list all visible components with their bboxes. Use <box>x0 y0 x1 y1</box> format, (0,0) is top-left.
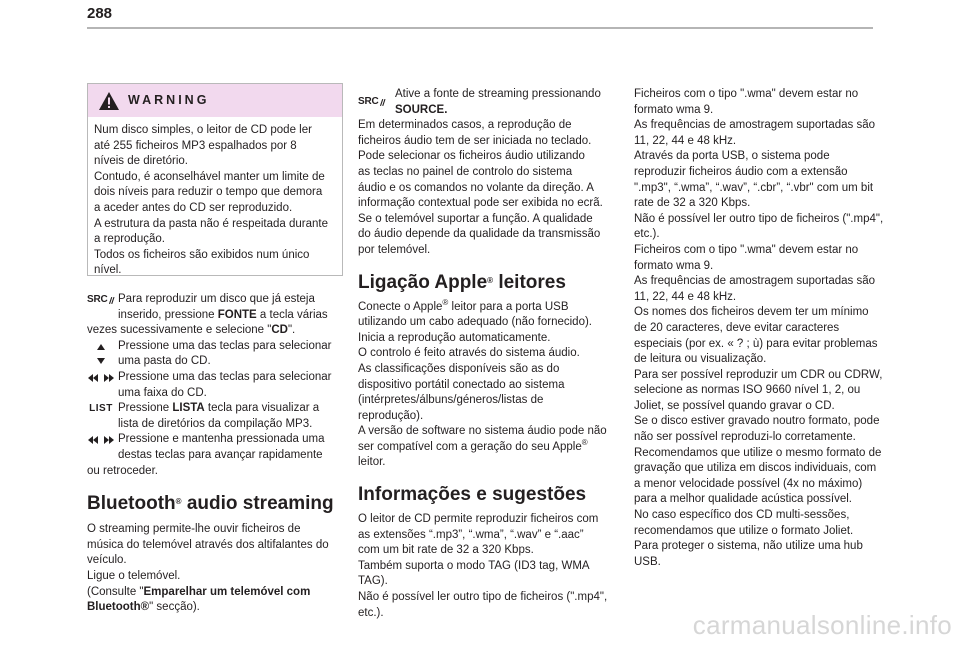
format-line: selecione as normas ISO 9660 nível 1, 2, ou <box>634 384 861 397</box>
apple-line: O controlo é feito através do sistema áudio. <box>358 347 580 360</box>
streaming-line: do áudio depende da qualidade da transmissão <box>358 228 601 241</box>
apple-line: ser compatível com a geração do seu Apple® <box>358 437 588 453</box>
format-line: rate de 32 a 320 Kbps. <box>634 197 751 210</box>
apple-line: dispositivo portátil conectado ao sistema <box>358 378 565 391</box>
page-number: 288 <box>87 5 113 22</box>
bluetooth-line: (Consulte "Emparelhar um telemóvel com <box>87 585 311 598</box>
apple-line: Conecte o Apple® leitor para a porta USB <box>358 297 569 313</box>
streaming-line: as teclas no painel de controlo do sistema <box>358 165 573 178</box>
list-line: Pressione LISTA tecla para visualizar a <box>118 402 320 415</box>
format-line: Se o disco estiver gravado noutro formato, pode <box>634 415 880 428</box>
seek-arrows-icon <box>87 371 115 385</box>
track-select-line: uma faixa do CD. <box>118 386 207 399</box>
format-line: ".mp3", “.wma”, “.wav”, “.cbr”, “.vbr" com um bit <box>634 181 874 194</box>
format-line: gravação que utiliza em discos individuais, com <box>634 462 877 475</box>
streaming-source-line: Ative a fonte de streaming pressionando <box>395 88 601 100</box>
streaming-line: informação contextual pode ser exibida no ecrã. <box>358 197 603 210</box>
streaming-line: por telemóvel. <box>358 243 431 256</box>
streaming-line: Se o telemóvel suportar a função. A qualidade <box>358 212 593 225</box>
format-line: 11, 22, 44 e 48 kHz. <box>634 134 737 147</box>
format-line: Não é possível ler outro tipo de ficheiros (".mp4", <box>634 212 884 225</box>
warning-body <box>94 123 334 279</box>
format-line: recomendamos que utilize o formato Joliet. <box>634 524 854 537</box>
format-line: para a melhor qualidade acústica possível. <box>634 493 852 506</box>
list-icon <box>87 402 115 416</box>
streaming-line: Em determinados casos, a reprodução de <box>358 119 572 132</box>
info-heading: Informações e sugestões <box>358 484 587 506</box>
apple-line: leitor. <box>358 456 386 469</box>
format-line: Para proteger o sistema, não utilize uma hub <box>634 540 863 553</box>
source-icon <box>358 95 386 109</box>
info-line: O leitor de CD permite reproduzir ficheiros com <box>358 513 599 526</box>
format-line: Os nomes dos ficheiros devem ter um mínimo <box>634 306 869 319</box>
cd-play-line: inserido, pressione FONTE a tecla várias <box>118 308 328 321</box>
fast-seek-line: destas teclas para avançar rapidamente <box>118 448 323 461</box>
info-line: com um bit rate de 32 a 320 Kbps. <box>358 544 534 557</box>
apple-line: As classificações disponíveis são as do <box>358 362 560 375</box>
format-line: As frequências de amostragem suportadas são <box>634 119 875 132</box>
bluetooth-heading: Bluetooth® audio streaming <box>87 493 334 515</box>
warning-line: A estrutura da pasta não é respeitada durante <box>94 217 328 230</box>
folder-select-line: Pressione uma das teclas para selecionar <box>118 339 332 352</box>
column-1 <box>87 292 343 616</box>
info-line: Não é possível ler outro tipo de ficheiros (".mp4", <box>358 591 608 604</box>
streaming-line: Pode selecionar os ficheiros áudio utilizando <box>358 150 585 163</box>
warning-line: até 255 ficheiros MP3 espalhados por 8 <box>94 139 297 152</box>
format-line: No caso específico dos CD multi-sessões, <box>634 509 850 522</box>
streaming-source-line: SOURCE. <box>395 103 448 116</box>
bluetooth-line: Ligue o telemóvel. <box>87 569 181 582</box>
cd-play-instruction <box>87 292 343 323</box>
format-line: Através da porta USB, o sistema pode <box>634 150 830 163</box>
apple-line: Inicia a reprodução automaticamente. <box>358 331 551 344</box>
warning-line: a aceder antes do CD ser reproduzido. <box>94 201 293 214</box>
warning-title: WARNING <box>128 93 210 107</box>
streaming-line: ficheiros áudio tem de ser iniciada no teclado. <box>358 134 592 147</box>
format-line: formato wma 9. <box>634 103 714 116</box>
warning-line: níveis de diretório. <box>94 155 188 168</box>
fast-seek-instruction <box>87 432 343 463</box>
format-line: especiais (por ex. « ? ; ù) para evitar problemas <box>634 337 878 350</box>
source-slash-icon <box>379 97 386 108</box>
warning-line: dois níveis para reduzir o tempo que demora <box>94 186 323 199</box>
folder-select-line: uma pasta do CD. <box>118 355 211 368</box>
folder-select-instruction <box>87 339 343 370</box>
warning-line: nível. <box>94 264 122 277</box>
watermark: carmanualsonline.info <box>692 610 952 640</box>
source-icon-label: SRC <box>358 96 379 108</box>
apple-heading: Ligação Apple® leitores <box>358 271 566 293</box>
list-icon-label: LIST <box>89 403 113 415</box>
format-line: formato wma 9. <box>634 259 714 272</box>
fast-seek-line: ou retroceder. <box>87 464 158 477</box>
format-line: USB. <box>634 555 661 568</box>
format-line: de leitura ou visualização. <box>634 353 767 366</box>
track-select-instruction <box>87 370 343 401</box>
format-line: Joliet, se possível quando gravar o CD. <box>634 399 835 412</box>
cd-play-line: vezes sucessivamente e selecione "CD". <box>87 324 296 337</box>
up-down-arrows-icon <box>87 340 115 368</box>
format-line: Para ser possível reproduzir um CDR ou CDRW, <box>634 368 883 381</box>
streaming-line: áudio e os comandos no volante da direção. A <box>358 181 594 194</box>
format-line: não ser possível reproduzi-lo corretamente. <box>634 431 856 444</box>
format-line: As frequências de amostragem suportadas são <box>634 275 875 288</box>
bluetooth-line: Bluetooth®" secção). <box>87 601 200 614</box>
bluetooth-line: música do telemóvel através dos altifalantes do <box>87 538 329 551</box>
warning-line: Num disco simples, o leitor de CD pode ler <box>94 124 312 136</box>
list-instruction <box>87 401 343 432</box>
warning-line: Todos os ficheiros são exibidos num único <box>94 248 310 261</box>
warning-triangle-icon <box>98 91 120 111</box>
warning-line: a reprodução. <box>94 233 165 246</box>
cd-play-line: Para reproduzir um disco que já esteja <box>118 293 315 305</box>
format-line: Recomendamos que utilize o mesmo formato de <box>634 446 882 459</box>
source-icon-label: SRC <box>87 294 108 306</box>
bluetooth-line: veículo. <box>87 554 127 567</box>
info-line: Também suporta o modo TAG (ID3 tag, WMA <box>358 559 590 572</box>
warning-header <box>88 84 342 117</box>
info-line: as extensões “.mp3”, “.wma”, “.wav” e “.aac” <box>358 528 584 541</box>
format-line: etc.). <box>634 228 660 241</box>
info-line: TAG). <box>358 575 388 588</box>
apple-line: utilizando um cabo adequado (não fornecido). <box>358 316 592 329</box>
format-line: Ficheiros com o tipo ".wma" devem estar no <box>634 88 859 100</box>
format-line: a menor velocidade possível (4x no máximo) <box>634 477 863 490</box>
format-line: 11, 22, 44 e 48 kHz. <box>634 290 737 303</box>
warning-box <box>87 83 343 276</box>
source-icon <box>87 293 115 307</box>
bluetooth-line: O streaming permite-lhe ouvir ficheiros de <box>87 523 301 536</box>
top-rule <box>87 27 873 29</box>
apple-line: (intérpretes/álbuns/géneros/listas de <box>358 394 544 407</box>
format-line: reproduzir ficheiros áudio com a extensão <box>634 165 848 178</box>
fast-seek-line: Pressione e mantenha pressionada uma <box>118 433 325 446</box>
info-line: etc.). <box>358 606 384 619</box>
apple-line: reprodução). <box>358 409 424 422</box>
warning-line: Contudo, é aconselhável manter um limite de <box>94 170 325 183</box>
list-line: lista de diretórios da compilação MP3. <box>118 417 313 430</box>
column-2 <box>358 87 616 621</box>
format-line: de 20 caracteres, deve evitar caracteres <box>634 321 840 334</box>
streaming-source-instruction <box>358 87 616 118</box>
apple-line: A versão de software no sistema áudio pode não <box>358 425 607 438</box>
seek-arrows-icon <box>87 433 115 447</box>
track-select-line: Pressione uma das teclas para selecionar <box>118 370 332 383</box>
format-line: Ficheiros com o tipo ".wma" devem estar no <box>634 243 859 256</box>
source-slash-icon <box>108 295 115 306</box>
column-3 <box>634 87 888 570</box>
